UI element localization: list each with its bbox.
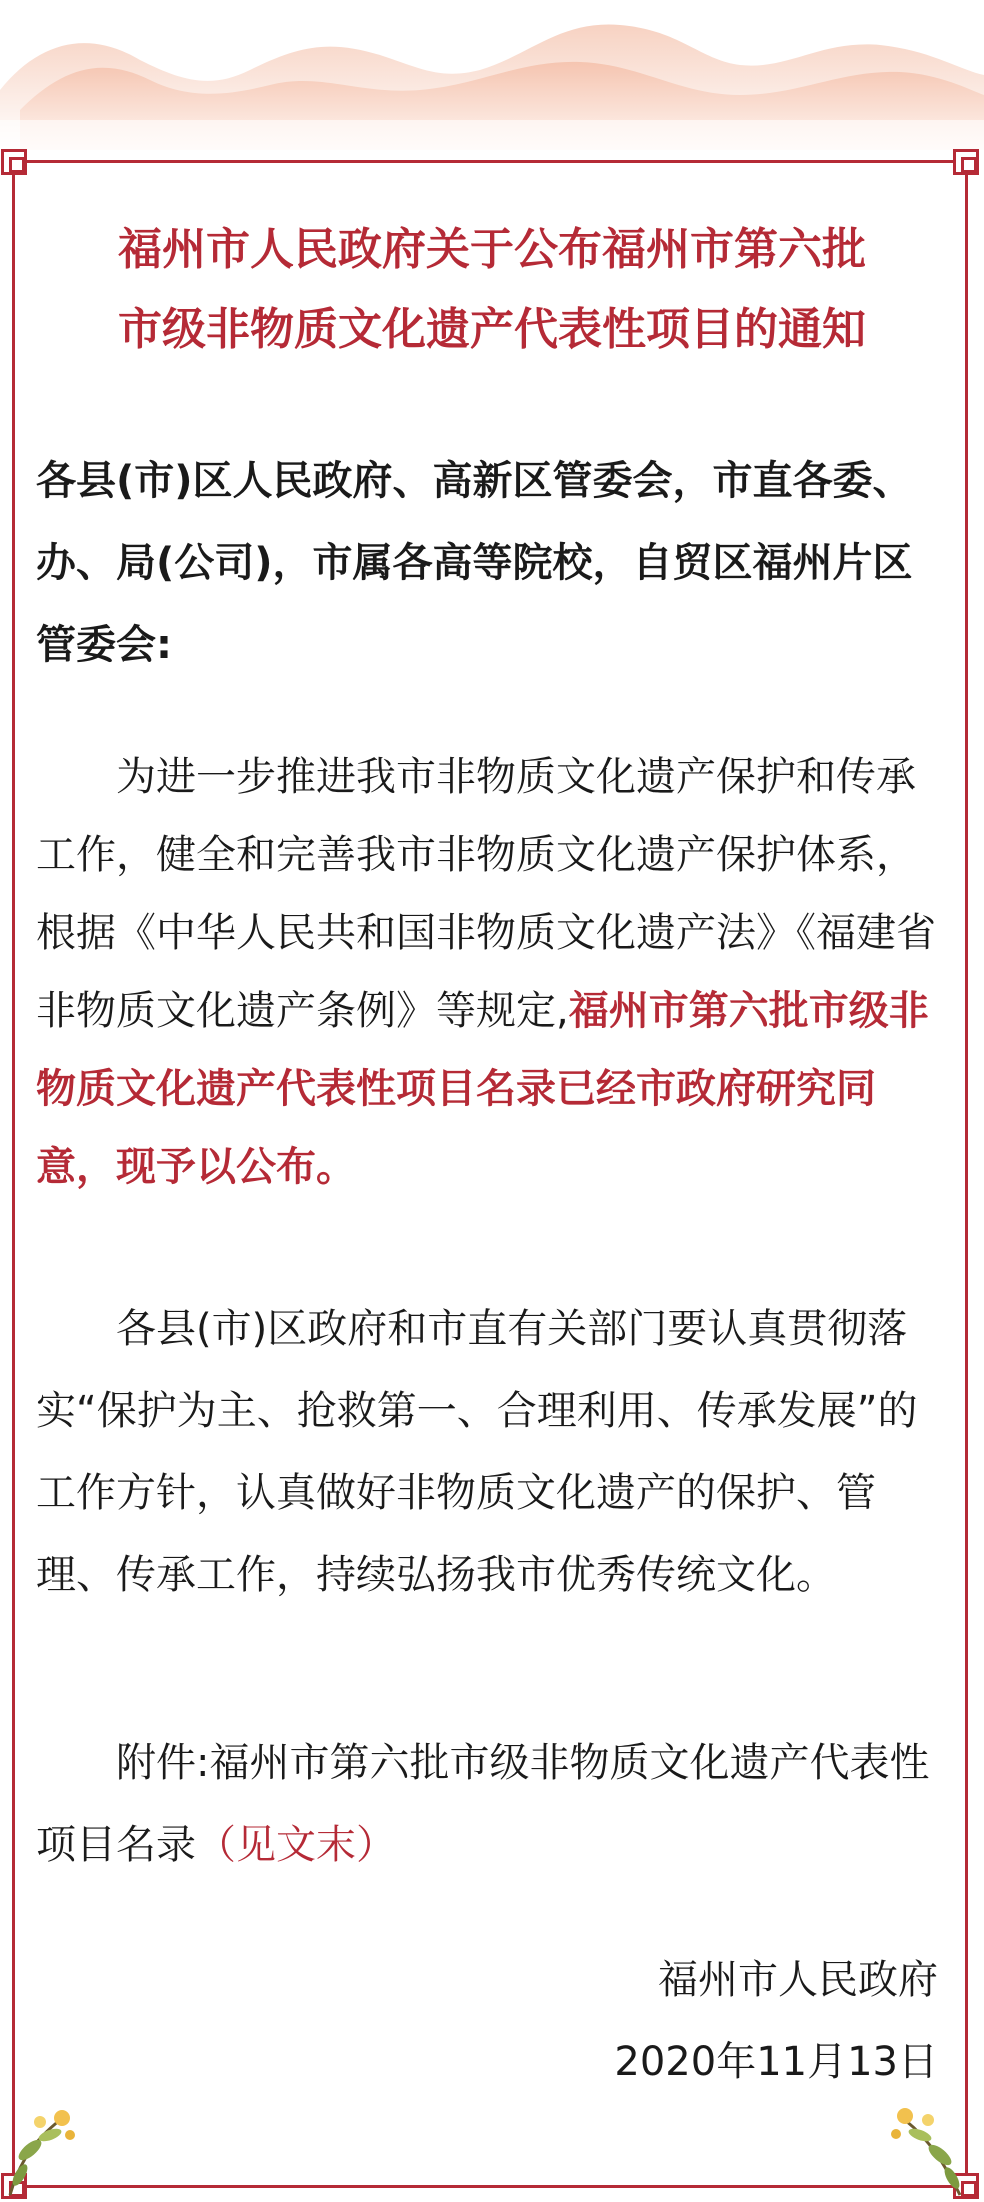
paragraph-intro-text: 为进一步推进我市非物质文化遗产保护和传承工作，健全和完善我市非物质文化遗产保护体系，根据《中华人民共和国非物质文化遗产法》《福建省非物质文化遗产条例》等规定, bbox=[36, 754, 936, 1034]
paragraph-intro bbox=[36, 738, 948, 1206]
attachment-see-end-note: （见文末） bbox=[196, 1822, 396, 1868]
notice-title-line-2: 市级非物质文化遗产代表性项目的通知 bbox=[118, 304, 866, 355]
paragraph-intro-highlight: 福州市第六批市级非物质文化遗产代表性项目名录已经市政府研究同意，现予以公布。 bbox=[36, 988, 929, 1190]
paragraph-policy bbox=[36, 1288, 948, 1616]
salutation: 各县(市)区人民政府、高新区管委会，市直各委、办、局(公司)，市属各高等院校，自贸区福州片区管委会: bbox=[36, 458, 913, 668]
mountain-header-decoration bbox=[0, 0, 984, 150]
notice-title-line-1: 福州市人民政府关于公布福州市第六批 bbox=[118, 224, 866, 275]
floral-left-decoration bbox=[0, 2080, 110, 2200]
corner-ornament-top-left bbox=[1, 149, 27, 175]
signature-org: 福州市人民政府 bbox=[658, 1957, 938, 2003]
paragraph-policy-text: 各县(市)区政府和市直有关部门要认真贯彻落实“保护为主、抢救第一、合理利用、传承发展”的工作方针，认真做好非物质文化遗产的保护、管理、传承工作，持续弘扬我市优秀传统文化。 bbox=[36, 1306, 918, 1598]
floral-right-decoration bbox=[860, 2080, 970, 2200]
signature-date: 2020年11月13日 bbox=[614, 2039, 938, 2085]
notice-title bbox=[40, 210, 944, 370]
attachment-paragraph bbox=[36, 1722, 948, 1886]
attachment-text: 附件:福州市第六批市级非物质文化遗产代表性项目名录 bbox=[36, 1740, 930, 1868]
corner-ornament-top-right bbox=[953, 149, 979, 175]
